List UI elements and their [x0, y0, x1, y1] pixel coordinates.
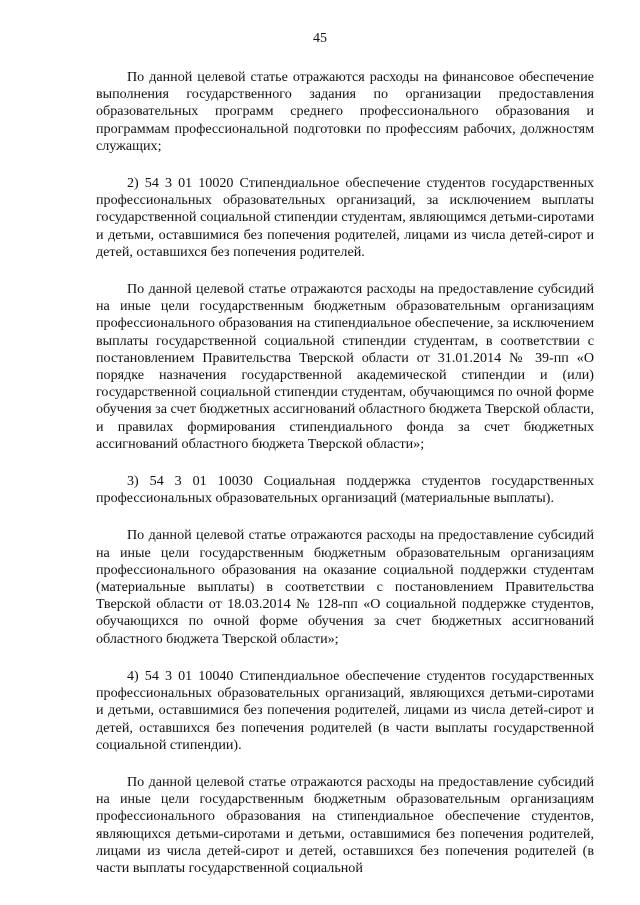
- paragraph-item-2-description: По данной целевой статье отражаются расходы на предоставление субсидий на иные цели государственным бюджетным образовательным организациям профессионального образования на стипендиальное обеспечение, за исключением выплаты государственной социальной стипендии студентам, в соответствии с постановлением Правительства Тверской области от 31.01.2014 № 39-пп «О порядке назначения государственной академической стипендии и (или) государственной социальной стипендии студентам, обучающимся по очной форме обучения за счет бюджетных ассигнований областного бюджета Тверской области, и правилах формирования стипендиального фонда за счет бюджетных ассигнований областного бюджета Тверской области»;: [96, 281, 594, 452]
- paragraph-item-4-heading: 4) 54 3 01 10040 Стипендиальное обеспечение студентов государственных профессиональных образовательных организаций, являющихся детьми-сиротами и детьми, оставшимися без попечения родителей, лицами из числа детей-сирот и детей, оставшихся без попечения родителей (в части выплаты государственной социальной стипендии).: [96, 667, 594, 753]
- paragraph-item-2-heading: 2) 54 3 01 10020 Стипендиальное обеспечение студентов государственных профессиональных образовательных организаций, за исключением выплаты государственной социальной стипендии студентам, являющимся детьми-сиротами и детьми, оставшимися без попечения родителей, лицами из числа детей-сирот и детей, оставшихся без попечения родителей.: [96, 175, 594, 260]
- paragraph-item-3-description: По данной целевой статье отражаются расходы на предоставление субсидий на иные цели государственным бюджетным образовательным организациям профессионального образования на оказание социальной поддержки студентам (материальные выплаты) в соответствии с постановлением Правительства Тверской области от 18.03.2014 № 128-пп «О социальной поддержке студентов, обучающихся по очной форме обучения за счет бюджетных ассигнований областного бюджета Тверской области»;: [96, 527, 594, 647]
- document-body: [96, 69, 594, 877]
- paragraph-item-3-heading: 3) 54 3 01 10030 Социальная поддержка студентов государственных профессиональных образовательных организаций (материальные выплаты).: [96, 473, 594, 507]
- page-number: 45: [313, 31, 327, 46]
- paragraph-item-4-description: По данной целевой статье отражаются расходы на предоставление субсидий на иные цели государственным бюджетным образовательным организациям профессионального образования на стипендиальное обеспечение студентов, являющихся детьми-сиротами и детьми, оставшимися без попечения родителей, лицами из числа детей-сирот и детей, оставшихся без попечения родителей (в части выплаты государственной социальной: [96, 773, 594, 876]
- paragraph-target-article-description: По данной целевой статье отражаются расходы на финансовое обеспечение выполнения государственного задания по организации предоставления образовательных программ среднего профессионального образования и программам профессиональной подготовки по профессиям рабочих, должностям служащих;: [96, 69, 594, 154]
